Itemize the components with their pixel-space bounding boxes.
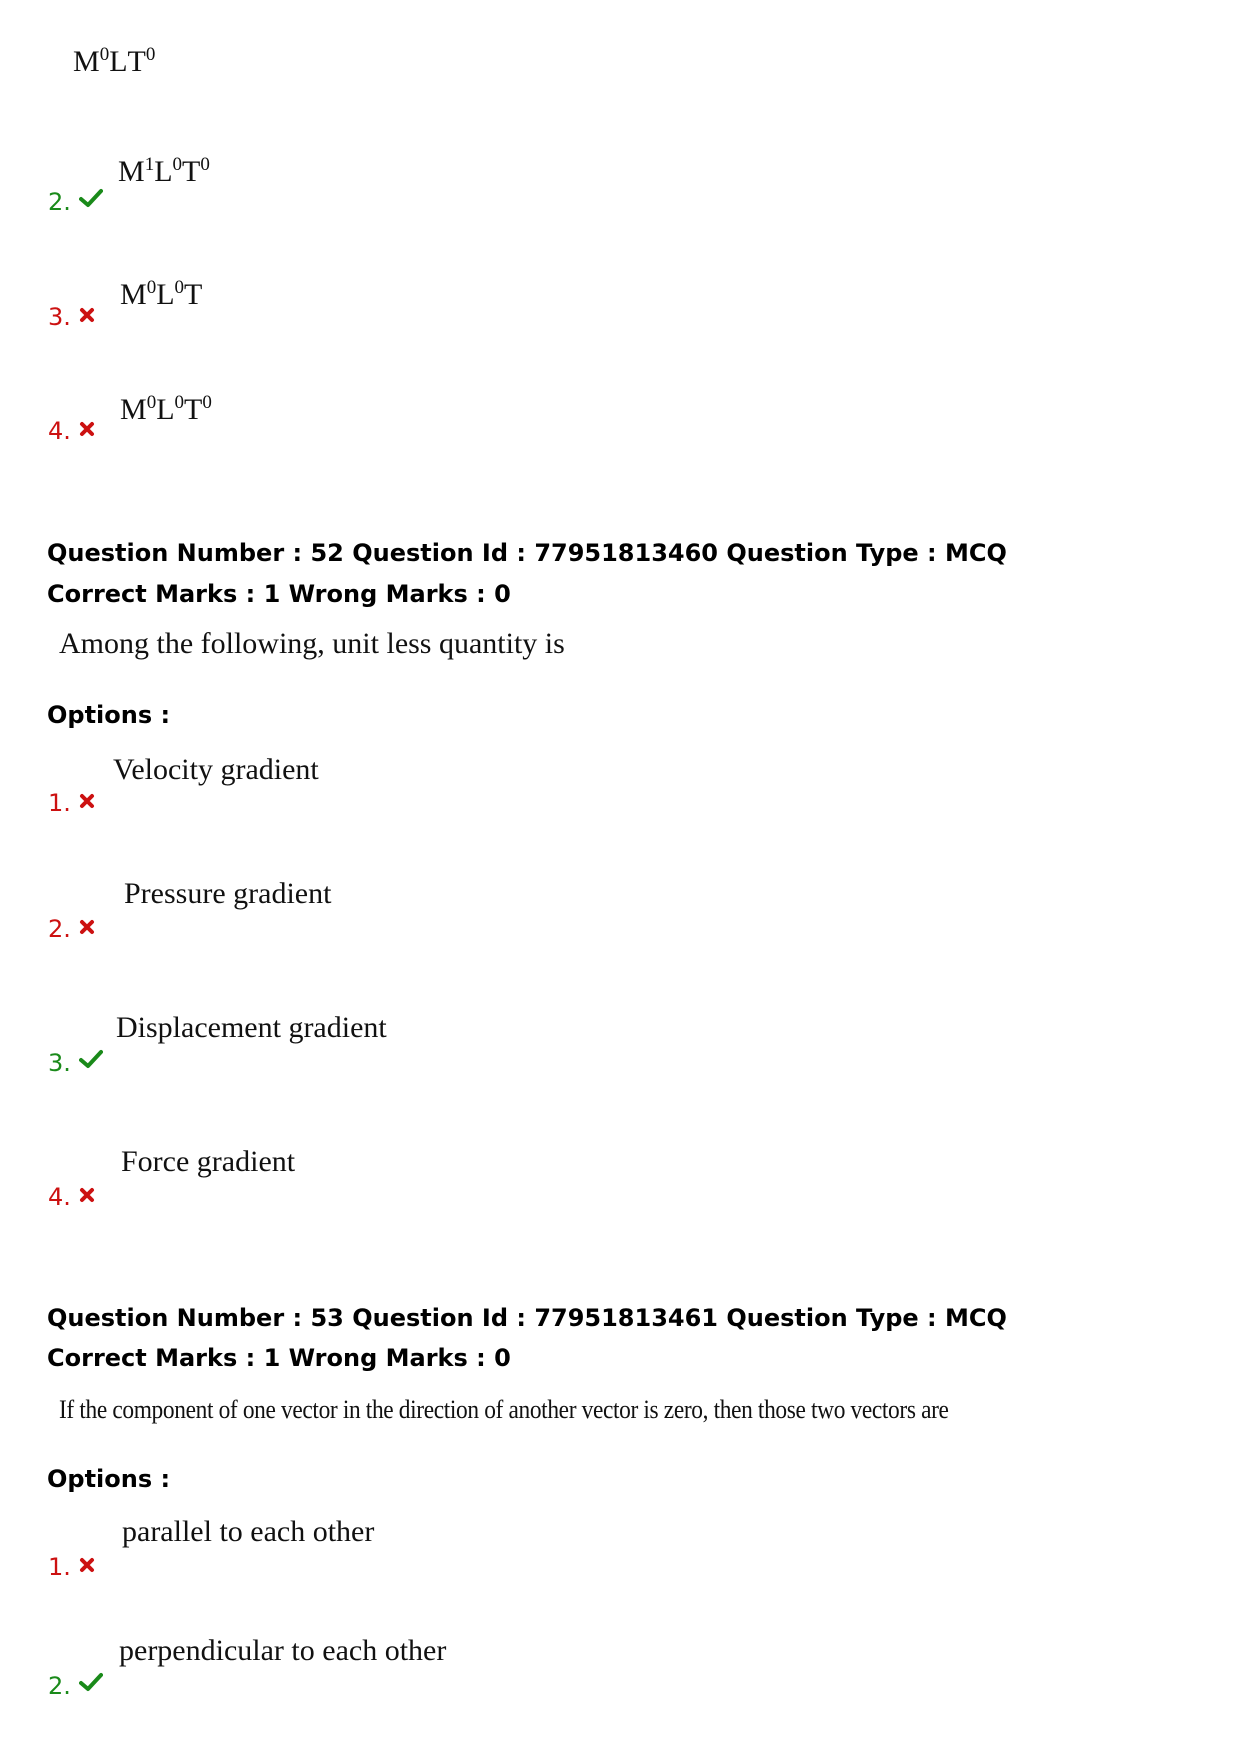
q52-option-4-text: Force gradient bbox=[121, 1145, 296, 1178]
prev-option-2-text: $M^1L^0T^0$ bbox=[118, 154, 210, 188]
q52-option-2-number: 2. bbox=[48, 913, 95, 943]
check-icon bbox=[79, 1670, 103, 1698]
q52-option-1-text: Velocity gradient bbox=[113, 753, 319, 786]
cross-icon bbox=[79, 301, 95, 329]
prev-option-4-text: $M^0L^0T^0$ bbox=[120, 392, 212, 426]
cross-icon bbox=[79, 913, 95, 941]
q53-option-2-text: perpendicular to each other bbox=[119, 1634, 447, 1667]
q53-option-1-text: parallel to each other bbox=[122, 1515, 375, 1548]
cross-icon bbox=[79, 787, 95, 815]
cross-icon bbox=[79, 1181, 95, 1209]
prev-option-1-text: $M^0LT^0$ bbox=[73, 44, 156, 78]
q53-question-text: If the component of one vector in the direction of another vector is zero, then those two vectors are bbox=[59, 1395, 949, 1424]
q52-options-label: Options : bbox=[47, 701, 171, 729]
q52-header-line1: Question Number : 52 Question Id : 77951813460 Question Type : MCQ bbox=[47, 539, 1007, 567]
q53-header-line1: Question Number : 53 Question Id : 77951813461 Question Type : MCQ bbox=[47, 1304, 1007, 1332]
q52-option-3-number: 3. bbox=[48, 1047, 103, 1077]
q52-option-3-text: Displacement gradient bbox=[116, 1011, 387, 1044]
q52-option-2-text: Pressure gradient bbox=[124, 877, 332, 910]
q52-question-text: Among the following, unit less quantity is bbox=[59, 627, 565, 660]
q53-options-label: Options : bbox=[47, 1465, 171, 1493]
q52-option-1-number: 1. bbox=[48, 787, 95, 817]
q52-option-4-number: 4. bbox=[48, 1181, 95, 1211]
cross-icon bbox=[79, 415, 95, 443]
q53-header-line2: Correct Marks : 1 Wrong Marks : 0 bbox=[47, 1344, 511, 1372]
q52-header-line2: Correct Marks : 1 Wrong Marks : 0 bbox=[47, 580, 511, 608]
q53-option-1-number: 1. bbox=[48, 1551, 95, 1581]
q53-option-2-number: 2. bbox=[48, 1670, 103, 1700]
check-icon bbox=[79, 186, 103, 214]
prev-option-4-number: 4. bbox=[48, 415, 95, 445]
prev-option-3-number: 3. bbox=[48, 301, 95, 331]
prev-option-2-number: 2. bbox=[48, 186, 103, 216]
prev-option-3-text: $M^0L^0T$ bbox=[120, 277, 203, 311]
check-icon bbox=[79, 1047, 103, 1075]
cross-icon bbox=[79, 1551, 95, 1579]
